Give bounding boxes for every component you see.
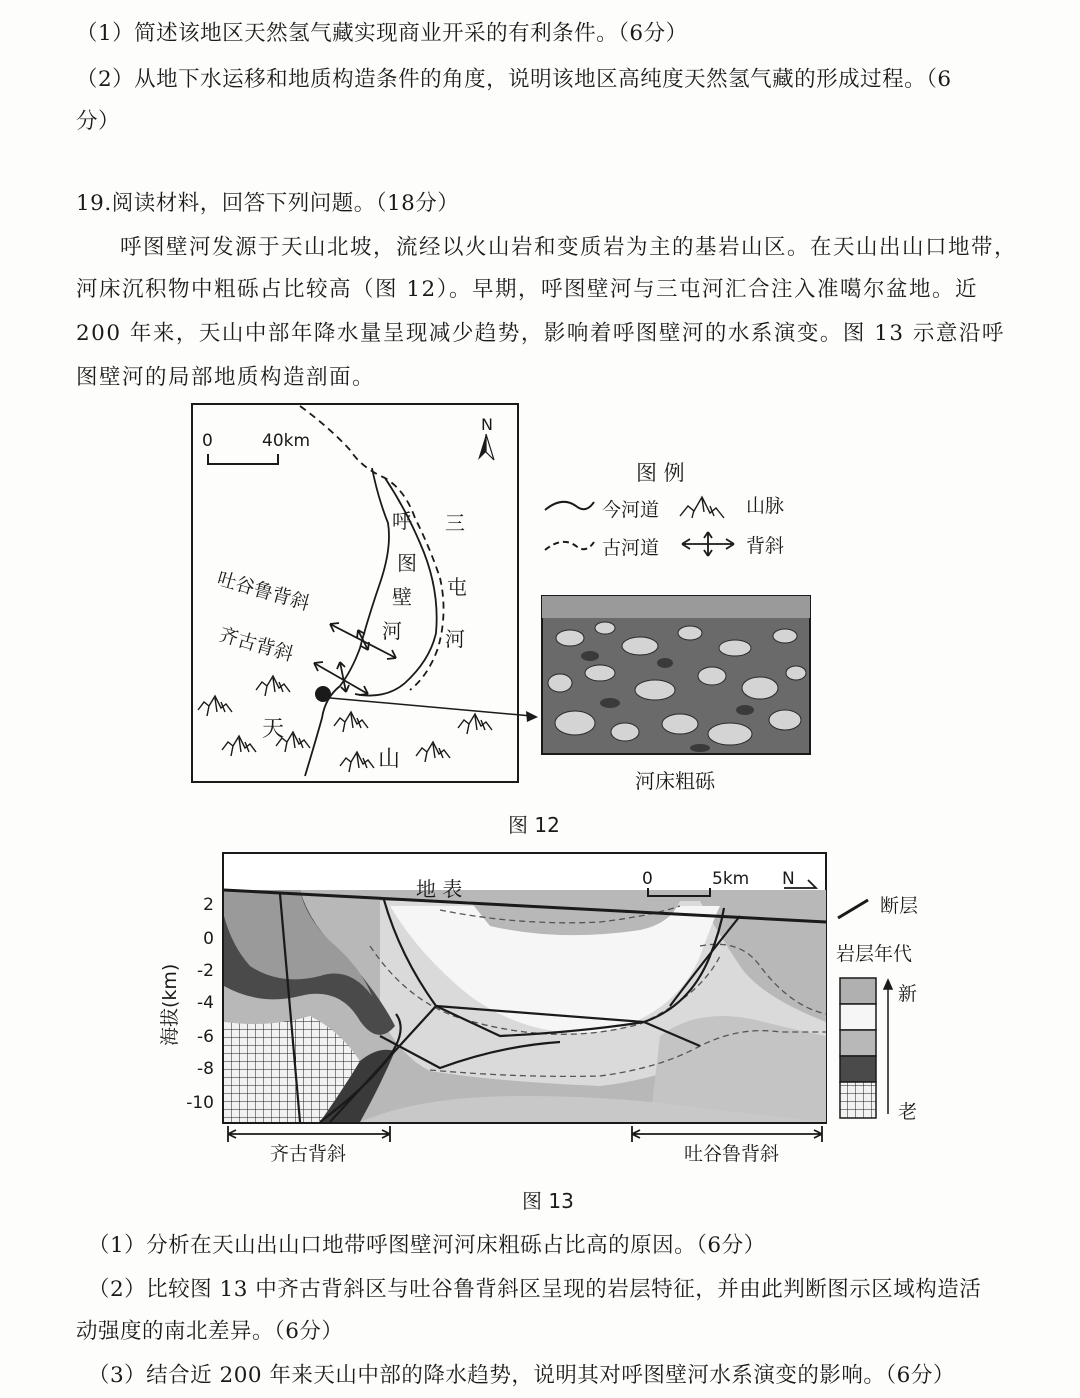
ytick: -4: [197, 993, 214, 1013]
ytick: 0: [203, 929, 214, 949]
scale-40km: 40km: [262, 431, 311, 451]
prev-question-1: （1）简述该地区天然氢气藏实现商业开采的有利条件。（6分）: [76, 21, 688, 46]
legend-title: 图 例: [636, 461, 685, 485]
hutubi-char-1: 呼: [392, 509, 412, 533]
photo-pointer-arrow: [330, 698, 532, 716]
ytick: -10: [186, 1093, 214, 1113]
legend-old-river-icon: [545, 542, 594, 550]
outlet-point: [315, 686, 331, 702]
santun-char-3: 河: [445, 627, 465, 651]
north-arrow-icon: [478, 434, 486, 460]
shan-label: 山: [378, 747, 401, 772]
legend-old-river-label: 古河道: [602, 537, 660, 559]
figure-13: [0, 846, 1080, 1216]
material-line-1: 呼图壁河发源于天山北坡，流经以火山岩和变质岩为主的基岩山区。在天山出山口地带，: [120, 235, 1018, 260]
y-axis-label: 海拔(km): [159, 963, 181, 1046]
figure-12-caption: 图 12: [508, 813, 560, 837]
material-line-2: 河床沉积物中粗砾占比较高（图 12）。早期，呼图壁河与三屯河汇合注入准噶尔盆地。近: [76, 277, 978, 302]
tian-label: 天: [262, 717, 285, 742]
scale-5km: 5km: [712, 869, 750, 889]
strata-layers: [224, 890, 826, 1122]
ytick: 2: [203, 895, 214, 915]
scale-zero: 0: [202, 431, 213, 451]
legend-mountain-icon: [680, 497, 724, 518]
ytick: -8: [197, 1059, 214, 1079]
tugulu-anticline-label: 吐谷鲁背斜: [214, 567, 313, 615]
legend-river-label: 今河道: [602, 499, 660, 521]
legend-anticline-label: 背斜: [746, 535, 785, 557]
santun-char-1: 三: [445, 511, 465, 535]
age-arrow-icon: [884, 980, 892, 1114]
ytick: -2: [197, 961, 214, 981]
hutubi-char-4: 河: [382, 619, 402, 643]
fault-legend-line: [838, 900, 868, 918]
scale-bar: [208, 454, 278, 464]
material-line-4: 图壁河的局部地质构造剖面。: [76, 365, 376, 390]
subquestion-2-line2: 动强度的南北差异。（6分）: [76, 1319, 344, 1344]
figure-13-caption: 图 13: [522, 1189, 574, 1213]
fault-legend-label: 断层: [880, 895, 919, 917]
hutubi-char-3: 壁: [392, 585, 412, 609]
north-label: N: [782, 869, 795, 889]
ytick: -6: [197, 1027, 214, 1047]
strata-age-legend: [840, 978, 876, 1118]
scale-zero: 0: [642, 869, 653, 889]
legend-river-icon: [545, 502, 594, 510]
tugulu-section-label: 吐谷鲁背斜: [684, 1143, 780, 1165]
gravel-photo: [542, 596, 810, 754]
surface-label: 地 表: [416, 877, 463, 901]
subquestion-1: （1）分析在天山出山口地带呼图壁河河床粗砾占比高的原因。（6分）: [88, 1233, 766, 1258]
legend-anticline-icon: [682, 532, 734, 556]
hutubi-char-2: 图: [397, 551, 417, 575]
figure-12: [0, 398, 1080, 838]
santun-char-2: 屯: [447, 575, 467, 599]
hutubi-river: [305, 468, 389, 776]
strata-new-label: 新: [898, 983, 918, 1005]
qigu-anticline-label: 齐古背斜: [216, 623, 296, 666]
subquestion-2-line1: （2）比较图 13 中齐古背斜区与吐谷鲁背斜区呈现的岩层特征，并由此判断图示区域构造活: [88, 1277, 982, 1302]
strata-old-label: 老: [898, 1101, 918, 1123]
question-19-title: 19.阅读材料，回答下列问题。（18分）: [76, 191, 460, 216]
prev-question-2-line2: 分）: [76, 109, 121, 134]
photo-caption: 河床粗砾: [635, 769, 715, 793]
prev-question-2-line1: （2）从地下水运移和地质构造条件的角度，说明该地区高纯度天然氢气藏的形成过程。（6: [76, 67, 952, 92]
y-axis-ticks: [186, 895, 214, 1113]
qigu-bracket: [228, 1126, 390, 1142]
subquestion-3: （3）结合近 200 年来天山中部的降水趋势，说明其对呼图壁河水系演变的影响。（6分）: [88, 1363, 955, 1388]
qigu-section-label: 齐古背斜: [270, 1143, 347, 1165]
tugulu-bracket: [632, 1126, 822, 1142]
strata-age-title: 岩层年代: [836, 943, 913, 965]
north-label: N: [481, 415, 493, 434]
legend-mountain-label: 山脉: [746, 495, 785, 517]
material-line-3: 200 年来，天山中部年降水量呈现减少趋势，影响着呼图壁河的水系演变。图 13 示意沿呼: [76, 321, 1005, 346]
